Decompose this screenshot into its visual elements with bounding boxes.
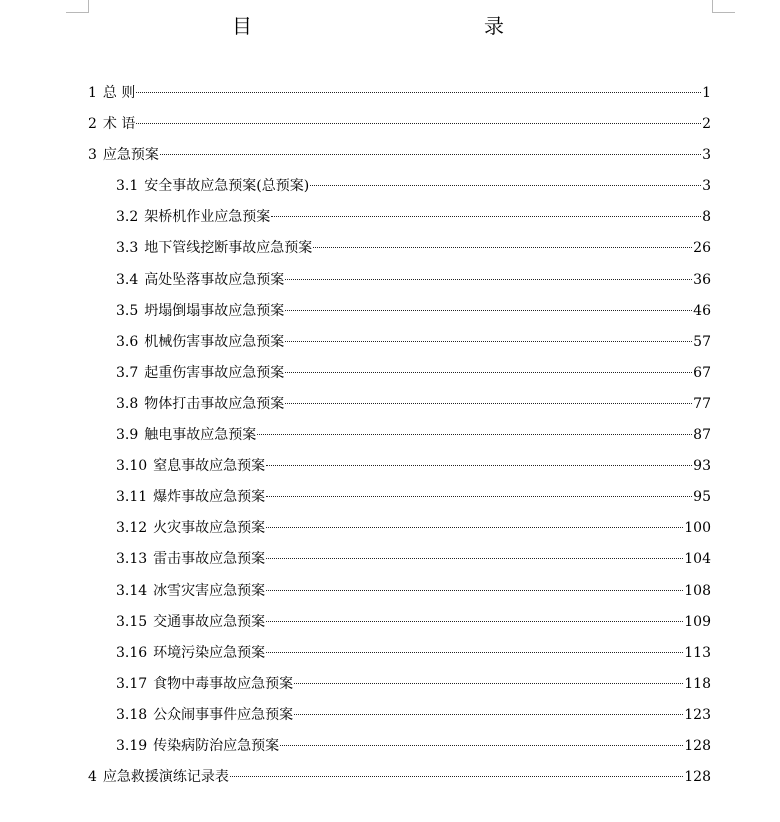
- toc-dot-leader: [266, 465, 692, 466]
- toc-dot-leader: [230, 776, 683, 777]
- toc-entry[interactable]: [88, 576, 711, 607]
- toc-entry-label: [116, 389, 284, 420]
- toc-entry-label: [116, 482, 265, 513]
- toc-entry[interactable]: [88, 607, 711, 638]
- toc-entry-label: [116, 513, 265, 544]
- toc-page-number: 36: [693, 271, 711, 288]
- toc-entry-number: 3.7: [116, 364, 139, 381]
- toc-entry[interactable]: [88, 731, 711, 762]
- toc-entry-number: 2: [88, 116, 97, 133]
- toc-dot-leader: [280, 745, 683, 746]
- toc-entry[interactable]: [88, 420, 711, 451]
- toc-entry-label: [116, 700, 293, 731]
- toc-page-number: 128: [684, 769, 711, 786]
- toc-entry[interactable]: [88, 140, 711, 171]
- toc-entry[interactable]: [88, 233, 711, 264]
- toc-entry-label: [116, 544, 265, 575]
- toc-entry-text: 物体打击事故应急预案: [144, 395, 285, 412]
- toc-title: 目 录: [232, 14, 568, 38]
- toc-entry-text: 高处坠落事故应急预案: [144, 271, 285, 288]
- toc-entry-text: 机械伤害事故应急预案: [144, 333, 285, 350]
- toc-page-number: 2: [702, 116, 711, 133]
- toc-entry[interactable]: [88, 389, 711, 420]
- toc-page-number: 128: [684, 737, 711, 754]
- toc-dot-leader: [266, 558, 683, 559]
- toc-dot-leader: [285, 310, 692, 311]
- toc-entry-text: 交通事故应急预案: [153, 613, 266, 630]
- toc-entry[interactable]: [88, 265, 711, 296]
- toc-page-number: 67: [693, 364, 711, 381]
- toc-dot-leader: [266, 527, 683, 528]
- toc-dot-leader: [160, 154, 701, 155]
- toc-dot-leader: [285, 341, 692, 342]
- toc-dot-leader: [285, 372, 692, 373]
- toc-entry-label: [88, 762, 229, 793]
- toc-entry-label: [116, 327, 284, 358]
- toc-entry[interactable]: [88, 669, 711, 700]
- toc-entry-label: [116, 607, 265, 638]
- toc-dot-leader: [285, 279, 692, 280]
- toc-entry-number: 3.17: [116, 675, 148, 692]
- toc-dot-leader: [271, 216, 701, 217]
- toc-entry[interactable]: [88, 638, 711, 669]
- toc-entry[interactable]: [88, 358, 711, 389]
- toc-entry-text: 坍塌倒塌事故应急预案: [144, 302, 285, 319]
- toc-entry[interactable]: [88, 544, 711, 575]
- toc-page-number: 100: [684, 520, 711, 537]
- toc-page-number: 93: [693, 458, 711, 475]
- toc-entry-label: [116, 451, 265, 482]
- toc-entry-text: 安全事故应急预案(总预案): [144, 178, 310, 195]
- toc-page-number: 57: [693, 333, 711, 350]
- toc-entry-number: 3.14: [116, 582, 148, 599]
- toc-entry-label: [116, 638, 265, 669]
- toc-entry[interactable]: [88, 762, 711, 793]
- toc-entry[interactable]: [88, 513, 711, 544]
- toc-dot-leader: [266, 621, 683, 622]
- toc-page-number: 118: [684, 675, 711, 692]
- toc-page-number: 1: [702, 85, 711, 101]
- toc-entry-text: 触电事故应急预案: [144, 427, 257, 444]
- toc-dot-leader: [257, 434, 692, 435]
- toc-page-number: 87: [693, 427, 711, 444]
- toc-entry-number: 3.1: [116, 178, 139, 195]
- toc-dot-leader: [266, 496, 692, 497]
- toc-dot-leader: [285, 403, 692, 404]
- toc-page-number: 46: [693, 302, 711, 319]
- toc-entry-text: 窒息事故应急预案: [153, 458, 266, 475]
- toc-entry-number: 3.8: [116, 395, 139, 412]
- toc-entry-text: 爆炸事故应急预案: [153, 489, 266, 506]
- toc-entry-text: 火灾事故应急预案: [153, 520, 266, 537]
- toc-entry[interactable]: [88, 700, 711, 731]
- toc-dot-leader: [136, 123, 701, 124]
- table-of-contents: [88, 78, 711, 793]
- toc-entry-number: 3.2: [116, 209, 139, 226]
- toc-dot-leader: [136, 92, 701, 93]
- toc-entry-label: [88, 109, 135, 140]
- toc-entry[interactable]: [88, 327, 711, 358]
- toc-entry-text: 起重伤害事故应急预案: [144, 364, 285, 381]
- toc-entry-number: 3.5: [116, 302, 139, 319]
- toc-entry-text: 环境污染应急预案: [153, 644, 266, 661]
- toc-dot-leader: [294, 683, 683, 684]
- toc-page-number: 113: [684, 644, 711, 661]
- toc-entry-number: 3.12: [116, 520, 148, 537]
- toc-entry[interactable]: [88, 78, 711, 109]
- toc-entry-label: [116, 669, 293, 700]
- toc-page-number: 3: [702, 147, 711, 164]
- toc-entry-number: 4: [88, 769, 97, 786]
- toc-entry-label: [116, 296, 284, 327]
- toc-entry[interactable]: [88, 171, 711, 202]
- toc-entry-number: 3.9: [116, 427, 139, 444]
- toc-page-number: 8: [702, 209, 711, 226]
- toc-entry-label: [116, 171, 309, 202]
- toc-entry[interactable]: [88, 296, 711, 327]
- toc-entry-label: [116, 731, 279, 762]
- toc-entry[interactable]: [88, 482, 711, 513]
- toc-entry-label: [88, 140, 159, 171]
- toc-entry-label: [116, 265, 284, 296]
- toc-entry[interactable]: [88, 109, 711, 140]
- toc-page-number: 123: [684, 706, 711, 723]
- toc-page-number: 104: [684, 551, 711, 568]
- toc-entry-label: [116, 233, 312, 264]
- toc-entry-number: 3: [88, 147, 97, 164]
- toc-page-number: 108: [684, 582, 711, 599]
- toc-dot-leader: [266, 652, 683, 653]
- toc-entry-number: 3.6: [116, 333, 139, 350]
- toc-dot-leader: [313, 247, 692, 248]
- toc-entry-text: 术 语: [102, 116, 136, 133]
- toc-page-number: 3: [702, 178, 711, 195]
- toc-entry-text: 应急预案: [102, 147, 159, 164]
- toc-page-number: 26: [693, 240, 711, 257]
- toc-entry-number: 3.10: [116, 458, 148, 475]
- toc-entry-text: 传染病防治应急预案: [153, 737, 280, 754]
- toc-entry[interactable]: [88, 202, 711, 233]
- toc-entry-text: 应急救援演练记录表: [102, 769, 229, 786]
- toc-entry-label: [116, 358, 284, 389]
- toc-entry-text: 冰雪灾害应急预案: [153, 582, 266, 599]
- toc-dot-leader: [266, 590, 683, 591]
- toc-entry-text: 总 则: [102, 85, 136, 101]
- toc-entry-label: [88, 78, 135, 109]
- toc-entry-text: 食物中毒事故应急预案: [153, 675, 294, 692]
- toc-entry-number: 1: [88, 85, 97, 101]
- toc-entry-text: 公众闹事事件应急预案: [153, 706, 294, 723]
- toc-entry-label: [116, 420, 256, 451]
- toc-entry-number: 3.15: [116, 613, 148, 630]
- toc-page-number: 95: [693, 489, 711, 506]
- toc-entry-number: 3.16: [116, 644, 148, 661]
- toc-entry-text: 架桥机作业应急预案: [144, 209, 271, 226]
- toc-entry-number: 3.19: [116, 737, 148, 754]
- toc-entry[interactable]: [88, 451, 711, 482]
- toc-page-number: 109: [684, 613, 711, 630]
- toc-entry-number: 3.3: [116, 240, 139, 257]
- toc-dot-leader: [294, 714, 683, 715]
- toc-entry-number: 3.18: [116, 706, 148, 723]
- toc-entry-label: [116, 202, 270, 233]
- toc-entry-number: 3.4: [116, 271, 139, 288]
- toc-page-number: 77: [693, 395, 711, 412]
- toc-entry-label: [116, 576, 265, 607]
- toc-entry-number: 3.11: [116, 489, 148, 506]
- toc-dot-leader: [310, 185, 701, 186]
- toc-entry-text: 地下管线挖断事故应急预案: [144, 240, 313, 257]
- toc-entry-number: 3.13: [116, 551, 148, 568]
- toc-entry-text: 雷击事故应急预案: [153, 551, 266, 568]
